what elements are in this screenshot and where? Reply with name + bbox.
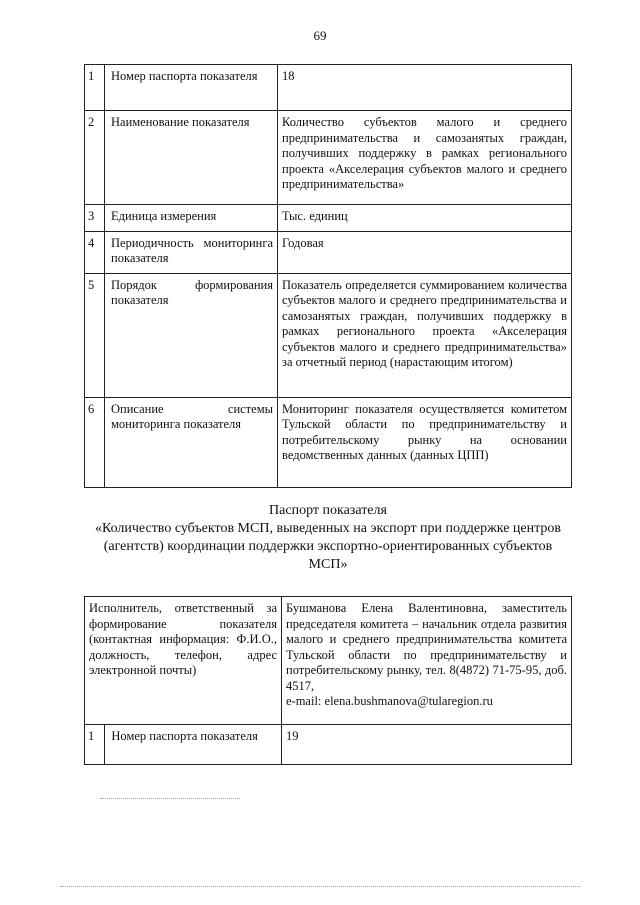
row-label: Наименование показателя xyxy=(105,111,278,205)
passport-title: Паспорт показателя xyxy=(269,503,387,518)
table-row xyxy=(85,65,572,111)
row-number: 5 xyxy=(85,273,105,397)
table-row xyxy=(85,725,572,765)
row-value: 19 xyxy=(282,725,572,765)
responsible-label: Исполнитель, ответственный за формирование показателя (контактная информация: Ф.И.О., должность, телефон, адрес электронной почты) xyxy=(85,597,282,725)
row-label: Порядок формирования показателя xyxy=(105,273,278,397)
scan-artifact-line xyxy=(60,886,580,887)
row-number: 4 xyxy=(85,231,105,273)
responsible-value: Бушманова Елена Валентиновна, заместитель председателя комитета – начальник отдела развития малого и среднего предпринимательства комитета Тульской области по предпринимательству и потребительскому рынку, тел. 8(4872) 71-75-95, доб. 4517, xyxy=(286,601,567,693)
row-label: Описание системы мониторинга показателя xyxy=(105,397,278,487)
row-number: 3 xyxy=(85,205,105,232)
table-row xyxy=(85,231,572,273)
responsible-email: e-mail: elena.bushmanova@tularegion.ru xyxy=(286,694,493,708)
row-number: 1 xyxy=(85,725,105,765)
row-label: Периодичность мониторинга показателя xyxy=(105,231,278,273)
row-label: Единица измерения xyxy=(105,205,278,232)
row-value: Количество субъектов малого и среднего предпринимательства и самозанятых граждан, получивших поддержку в рамках регионального проекта «Акселерация субъектов малого и среднего предпринимательства» xyxy=(278,111,572,205)
responsible-cell xyxy=(282,597,572,725)
row-value: 18 xyxy=(278,65,572,111)
row-label: Номер паспорта показателя xyxy=(105,65,278,111)
table-row xyxy=(85,597,572,725)
row-number: 1 xyxy=(85,65,105,111)
table-row xyxy=(85,273,572,397)
row-value: Годовая xyxy=(278,231,572,273)
table-row xyxy=(85,205,572,232)
scan-artifact-line xyxy=(100,798,240,799)
row-label: Номер паспорта показателя xyxy=(105,725,282,765)
indicator-passport-table-18 xyxy=(84,64,572,488)
passport-heading xyxy=(84,502,572,574)
table-row xyxy=(85,111,572,205)
row-value: Мониторинг показателя осуществляется комитетом Тульской области по предпринимательству и потребительскому рынку на основании ведомственных данных (данных ЦПП) xyxy=(278,397,572,487)
indicator-passport-table-19 xyxy=(84,596,572,765)
page-number: 69 xyxy=(313,28,327,43)
row-value: Показатель определяется суммированием количества субъектов малого и среднего предпринимательства и самозанятых граждан, получивших поддержку в рамках регионального проекта «Акселерация субъектов малого и среднего предпринимательства» за отчетный период (нарастающим итогом) xyxy=(278,273,572,397)
table-row xyxy=(85,397,572,487)
passport-subtitle: «Количество субъектов МСП, выведенных на экспорт при поддержке центров (агентств) координации поддержки экспортно-ориентированных субъектов МСП» xyxy=(94,521,562,572)
row-number: 6 xyxy=(85,397,105,487)
row-value: Тыс. единиц xyxy=(278,205,572,232)
row-number: 2 xyxy=(85,111,105,205)
